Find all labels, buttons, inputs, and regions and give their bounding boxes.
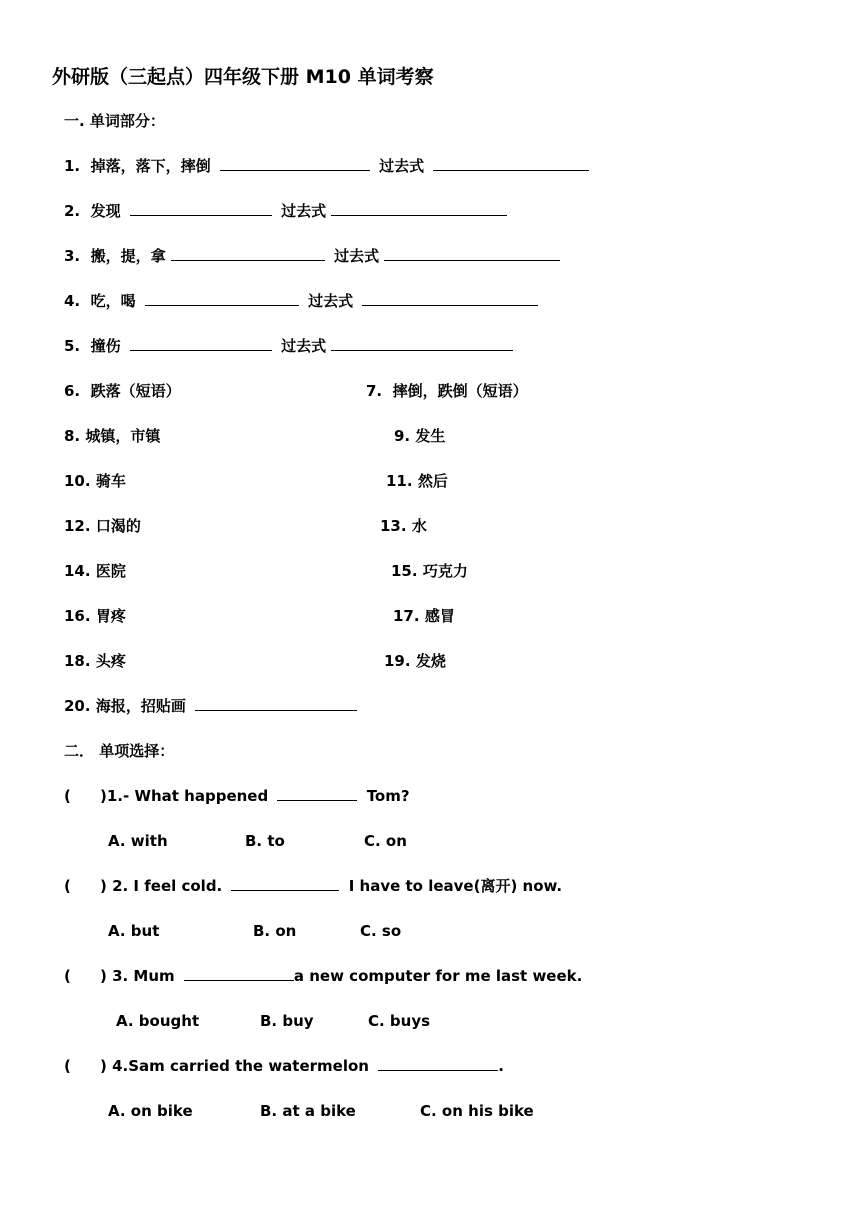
vocab-item-7 [366, 381, 532, 401]
past-tense-label: 过去式 [308, 292, 354, 310]
question-tail: . [498, 1057, 504, 1075]
past-tense-blank[interactable] [362, 291, 538, 306]
item-number: 3. [64, 247, 81, 265]
vocab-item-1 [64, 156, 593, 176]
item-text: 吃，喝 [90, 292, 136, 310]
section-heading-choice: 二． 单项选择： [64, 742, 175, 760]
item-text: 胃疼 [95, 607, 126, 625]
question-tail: Tom? [366, 787, 410, 805]
vocab-item-10 [64, 471, 134, 491]
item-number: 8. [64, 427, 81, 445]
question-1 [64, 786, 410, 806]
answer-blank[interactable] [220, 156, 370, 171]
question-blank [184, 966, 294, 981]
option-c[interactable]: C. on his bike [420, 1102, 534, 1120]
vocab-item-2 [64, 201, 511, 221]
past-tense-blank[interactable] [331, 336, 513, 351]
answer-paren[interactable]: ( [64, 967, 71, 985]
option-b[interactable]: B. buy [260, 1012, 314, 1030]
past-tense-label: 过去式 [379, 157, 425, 175]
vocab-item-12 [64, 516, 149, 536]
question-blank [277, 786, 357, 801]
option-c[interactable]: C. on [364, 832, 407, 850]
item-number: 9. [394, 427, 411, 445]
option-c[interactable]: C. so [360, 922, 402, 940]
item-number: 6. [64, 382, 81, 400]
item-text: 撞伤 [90, 337, 121, 355]
item-number: 11. [386, 472, 413, 490]
answer-blank[interactable] [195, 696, 357, 711]
answer-paren[interactable]: ( [64, 877, 71, 895]
item-number: 1. [64, 157, 81, 175]
answer-blank[interactable] [130, 201, 272, 216]
item-number: 13. [380, 517, 407, 535]
item-number: 14. [64, 562, 91, 580]
item-text: 医院 [95, 562, 126, 580]
question-tail: I have to leave(离开) now. [348, 877, 563, 895]
past-tense-label: 过去式 [281, 337, 327, 355]
vocab-item-3 [64, 246, 564, 266]
item-text: 然后 [417, 472, 448, 490]
option-a[interactable]: A. on bike [108, 1102, 193, 1120]
page-title: 外研版（三起点）四年级下册 M10 单词考察 [52, 66, 434, 88]
vocab-item-8 [64, 426, 168, 446]
option-b[interactable]: B. on [253, 922, 297, 940]
option-b[interactable]: B. to [245, 832, 285, 850]
question-stem: )1.- What happened [100, 787, 269, 805]
item-text: 骑车 [95, 472, 126, 490]
item-text: 发生 [415, 427, 446, 445]
past-tense-label: 过去式 [281, 202, 327, 220]
item-number: 7. [366, 382, 383, 400]
item-text: 摔倒，跌倒（短语） [392, 382, 528, 400]
answer-blank[interactable] [171, 246, 325, 261]
past-tense-blank[interactable] [331, 201, 507, 216]
question-stem: ) 3. Mum [100, 967, 175, 985]
item-text: 城镇，市镇 [85, 427, 161, 445]
item-number: 19. [384, 652, 411, 670]
question-4 [64, 1056, 504, 1076]
answer-paren[interactable]: ( [64, 1057, 71, 1075]
item-text: 水 [411, 517, 427, 535]
item-number: 12. [64, 517, 91, 535]
item-number: 10. [64, 472, 91, 490]
vocab-item-15 [391, 561, 472, 581]
vocab-item-18 [64, 651, 134, 671]
item-text: 发现 [90, 202, 121, 220]
option-a[interactable]: A. but [108, 922, 160, 940]
item-number: 16. [64, 607, 91, 625]
option-a[interactable]: A. with [108, 832, 168, 850]
answer-blank[interactable] [130, 336, 272, 351]
question-blank [231, 876, 339, 891]
item-text: 搬，提，拿 [90, 247, 166, 265]
vocab-item-16 [64, 606, 134, 626]
item-number: 2. [64, 202, 81, 220]
question-tail: a new computer for me last week. [293, 967, 583, 985]
vocab-item-14 [64, 561, 130, 581]
past-tense-blank[interactable] [384, 246, 560, 261]
item-number: 18. [64, 652, 91, 670]
vocab-item-5 [64, 336, 517, 356]
vocab-item-6 [64, 381, 185, 401]
past-tense-blank[interactable] [433, 156, 589, 171]
question-2 [64, 876, 562, 896]
item-text: 跌落（短语） [90, 382, 181, 400]
vocab-item-11 [386, 471, 452, 491]
item-text: 海报，招贴画 [95, 697, 186, 715]
answer-blank[interactable] [145, 291, 299, 306]
vocab-item-9 [394, 426, 453, 446]
vocab-item-20 [64, 696, 361, 716]
vocab-item-4 [64, 291, 542, 311]
item-text: 发烧 [415, 652, 446, 670]
item-number: 20. [64, 697, 91, 715]
item-number: 15. [391, 562, 418, 580]
item-text: 口渴的 [95, 517, 141, 535]
question-3 [64, 966, 582, 986]
item-text: 巧克力 [422, 562, 468, 580]
option-c[interactable]: C. buys [368, 1012, 431, 1030]
option-b[interactable]: B. at a bike [260, 1102, 356, 1120]
item-number: 17. [393, 607, 420, 625]
vocab-item-19 [384, 651, 450, 671]
item-number: 4. [64, 292, 81, 310]
item-text: 掉落，落下，摔倒 [90, 157, 211, 175]
answer-paren[interactable]: ( [64, 787, 71, 805]
question-stem: ) 2. I feel cold. [100, 877, 223, 895]
section-heading-vocab: 一. 单词部分： [64, 112, 165, 130]
question-blank [378, 1056, 498, 1071]
item-number: 5. [64, 337, 81, 355]
item-text: 感冒 [424, 607, 455, 625]
question-stem: ) 4.Sam carried the watermelon [100, 1057, 369, 1075]
item-text: 头疼 [95, 652, 126, 670]
vocab-item-17 [393, 606, 463, 626]
past-tense-label: 过去式 [334, 247, 380, 265]
vocab-item-13 [380, 516, 435, 536]
option-a[interactable]: A. bought [116, 1012, 200, 1030]
